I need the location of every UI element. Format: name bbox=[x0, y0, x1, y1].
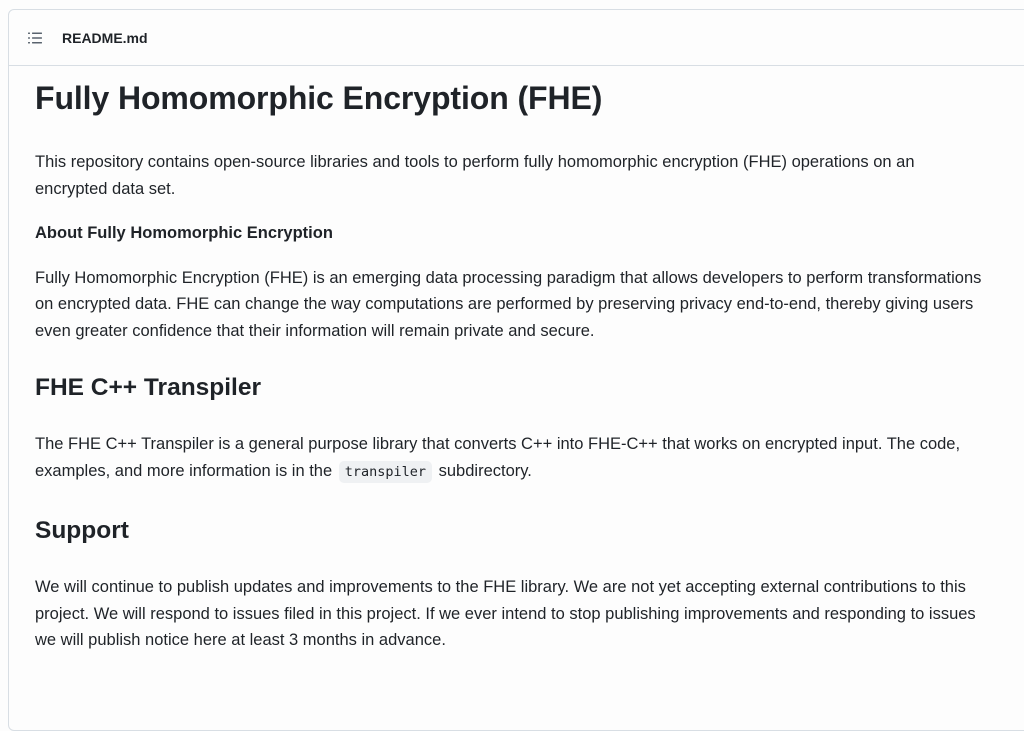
transpiler-text-before: The FHE C++ Transpiler is a general purpose library that converts C++ into FHE-C++ that works on encrypted input. The code, examples, and more information is in the bbox=[35, 435, 961, 480]
file-name: README.md bbox=[62, 29, 148, 46]
transpiler-code: transpiler bbox=[339, 461, 432, 483]
transpiler-heading: FHE C++ Transpiler bbox=[35, 374, 262, 401]
intro-paragraph: This repository contains open-source libraries and tools to perform fully homomorphic encryption (FHE) operations on an encrypted data set. bbox=[35, 153, 915, 198]
transpiler-text-after: subdirectory. bbox=[438, 461, 532, 480]
support-heading: Support bbox=[35, 517, 129, 544]
readme-header bbox=[9, 10, 1024, 66]
support-paragraph: We will continue to publish updates and improvements to the FHE library. We are not yet accepting external contributions to this project. We will respond to issues filed in this project. If we ever intend to stop publishing improvements and responding to issues we will publish notice here at least 3 months in advance. bbox=[35, 578, 976, 649]
about-heading: About Fully Homomorphic Encryption bbox=[35, 224, 333, 242]
list-unordered-icon[interactable] bbox=[27, 30, 43, 46]
page-title: Fully Homomorphic Encryption (FHE) bbox=[35, 80, 603, 116]
about-paragraph: Fully Homomorphic Encryption (FHE) is an emerging data processing paradigm that allows developers to perform transformations on encrypted data. FHE can change the way computations are performed by preserving privacy end-to-end, thereby giving users even greater confidence that their information will remain private and secure. bbox=[35, 268, 982, 340]
transpiler-paragraph bbox=[35, 431, 985, 485]
readme-article bbox=[35, 76, 985, 654]
